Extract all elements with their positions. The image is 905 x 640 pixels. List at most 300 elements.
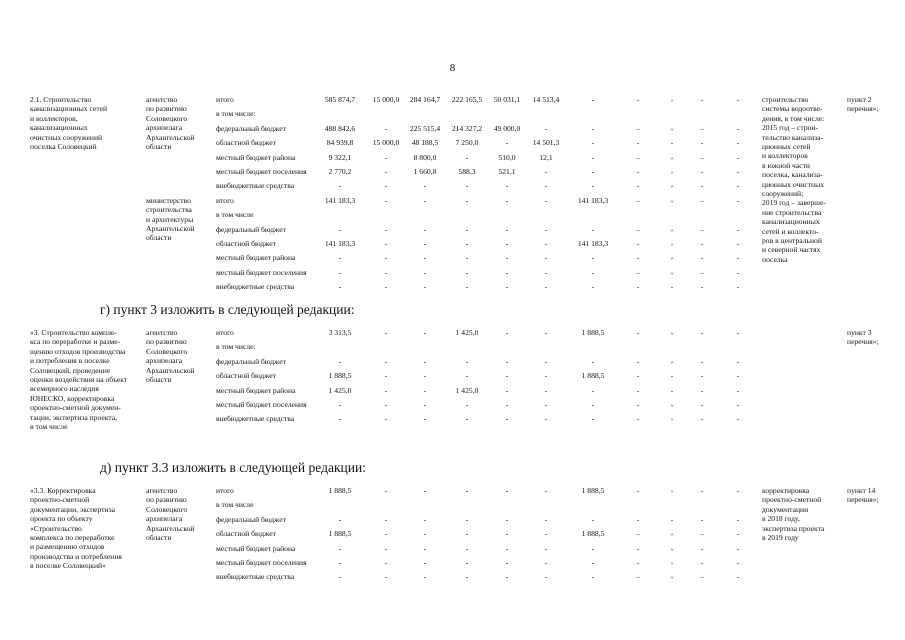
item-name-line: 2.1. Строительство bbox=[30, 95, 92, 104]
budget-value-cell: 588,3 bbox=[458, 167, 476, 176]
budget-value-cell: 3 313,5 bbox=[328, 328, 352, 337]
budget-value-cell: - bbox=[670, 572, 674, 582]
budget-value-cell: - bbox=[670, 328, 674, 337]
budget-value-cell: - bbox=[736, 400, 740, 409]
budget-value-cell: - bbox=[636, 414, 640, 424]
result-note-line: ционных сетей bbox=[762, 142, 811, 151]
budget-value-cell: - bbox=[544, 514, 548, 524]
budget-value-cell: 214 327,2 bbox=[451, 123, 483, 133]
budget-value-cell: - bbox=[736, 123, 740, 133]
budget-value-cell: - bbox=[591, 152, 595, 162]
budget-value-cell: 49 000,0 bbox=[493, 123, 521, 133]
funding-source-label: местный бюджет района bbox=[216, 152, 296, 162]
funding-source-label: местный бюджет поселения bbox=[216, 558, 307, 567]
budget-value-cell: - bbox=[636, 195, 640, 205]
item-name-line: документации, экспертиза bbox=[30, 504, 115, 514]
budget-value-cell: - bbox=[423, 328, 427, 337]
budget-value-cell: 2 770,2 bbox=[328, 167, 352, 176]
budget-value-cell: - bbox=[423, 356, 427, 366]
budget-value-cell: - bbox=[636, 356, 640, 366]
executor-line: области bbox=[146, 233, 172, 243]
section-heading: д) пункт 3.3 изложить в следующей редакции: bbox=[100, 460, 366, 475]
budget-value-cell: - bbox=[384, 267, 388, 277]
budget-value-cell: - bbox=[736, 385, 740, 395]
budget-value-cell: - bbox=[700, 558, 704, 567]
budget-value-cell: - bbox=[591, 224, 595, 234]
budget-value-cell: 1 660,8 bbox=[413, 167, 437, 176]
result-note-line: 2015 год – строи- bbox=[762, 123, 819, 133]
funding-source-label: внебюджетные средства bbox=[216, 282, 295, 292]
budget-value-cell: - bbox=[636, 239, 640, 248]
budget-value-cell: - bbox=[505, 224, 509, 234]
item-name-line: кса по переработке и разме- bbox=[30, 337, 121, 347]
budget-value-cell: - bbox=[505, 195, 509, 205]
budget-value-cell: - bbox=[700, 239, 704, 248]
budget-value-cell: 141 183,3 bbox=[577, 239, 609, 248]
result-note-line: 2019 год – заверше- bbox=[762, 198, 826, 208]
budget-value-cell: - bbox=[338, 253, 342, 263]
budget-value-cell: - bbox=[544, 253, 548, 263]
budget-value-cell: - bbox=[544, 572, 548, 582]
budget-value-cell: - bbox=[636, 95, 640, 104]
budget-value-cell: - bbox=[636, 138, 640, 148]
budget-value-cell: - bbox=[505, 239, 509, 248]
executor-line: области bbox=[146, 375, 172, 384]
budget-value-cell: - bbox=[636, 543, 640, 553]
budget-value-cell: - bbox=[544, 239, 548, 248]
budget-value-cell: 521,1 bbox=[498, 167, 516, 176]
budget-value-cell: - bbox=[636, 123, 640, 133]
executor-line: строительства bbox=[146, 205, 192, 215]
funding-source-label: областной бюджет bbox=[216, 371, 276, 381]
budget-value-cell: - bbox=[465, 181, 469, 191]
budget-value-cell: - bbox=[670, 356, 674, 366]
budget-value-cell: - bbox=[384, 385, 388, 395]
budget-value-cell: - bbox=[700, 543, 704, 553]
budget-value-cell: 1 888,5 bbox=[328, 529, 352, 539]
item-name-line: тации, экспертиза проекта, bbox=[30, 412, 118, 422]
budget-value-cell: - bbox=[465, 267, 469, 277]
funding-source-label: итого bbox=[216, 95, 234, 104]
budget-value-cell: - bbox=[636, 152, 640, 162]
item-name-line: канализационных сетей bbox=[30, 104, 108, 114]
budget-value-cell: - bbox=[700, 400, 704, 409]
budget-value-cell: - bbox=[700, 371, 704, 381]
item-name-line: оценки воздействия на объект bbox=[30, 375, 128, 384]
item-name-line: Соловецкий, проведение bbox=[30, 365, 111, 375]
result-note-line: поселка bbox=[762, 254, 788, 264]
budget-value-cell: 7 250,0 bbox=[455, 138, 479, 148]
budget-value-cell: - bbox=[384, 224, 388, 234]
budget-value-cell: 14 513,4 bbox=[532, 95, 560, 104]
budget-value-cell: 585 874,7 bbox=[324, 95, 356, 104]
budget-value-cell: 1 888,5 bbox=[581, 529, 605, 539]
budget-value-cell: - bbox=[700, 514, 704, 524]
budget-value-cell: - bbox=[636, 514, 640, 524]
budget-value-cell: - bbox=[736, 152, 740, 162]
executor-line: области bbox=[146, 142, 172, 151]
executor-line: по развитию bbox=[146, 337, 187, 347]
budget-value-cell: - bbox=[670, 385, 674, 395]
budget-value-cell: - bbox=[505, 356, 509, 366]
funding-source-label: итого bbox=[216, 486, 234, 495]
budget-value-cell: - bbox=[423, 239, 427, 248]
budget-value-cell: 1 888,5 bbox=[581, 486, 605, 495]
budget-value-cell: - bbox=[338, 224, 342, 234]
funding-source-label: федеральный бюджет bbox=[216, 514, 286, 524]
budget-value-cell: - bbox=[423, 385, 427, 395]
budget-value-cell: - bbox=[505, 400, 509, 409]
budget-value-cell: - bbox=[670, 514, 674, 524]
executor-line: по развитию bbox=[146, 495, 187, 505]
budget-value-cell: - bbox=[700, 152, 704, 162]
budget-value-cell: - bbox=[544, 414, 548, 424]
budget-value-cell: - bbox=[465, 486, 469, 495]
budget-value-cell: - bbox=[670, 371, 674, 381]
budget-value-cell: - bbox=[670, 224, 674, 234]
budget-value-cell: - bbox=[423, 253, 427, 263]
budget-value-cell: - bbox=[544, 385, 548, 395]
budget-value-cell: - bbox=[736, 195, 740, 205]
budget-value-cell: - bbox=[338, 414, 342, 424]
budget-value-cell: - bbox=[423, 282, 427, 292]
reference-line: пункт 14 bbox=[847, 486, 876, 495]
result-note-line: документации bbox=[762, 504, 809, 514]
budget-value-cell: 84 939,8 bbox=[326, 138, 354, 148]
funding-source-label: в том числе: bbox=[216, 342, 256, 352]
budget-value-cell: - bbox=[700, 167, 704, 176]
budget-value-cell: - bbox=[591, 253, 595, 263]
budget-value-cell: - bbox=[736, 253, 740, 263]
budget-value-cell: - bbox=[670, 400, 674, 409]
budget-value-cell: - bbox=[384, 195, 388, 205]
budget-value-cell: - bbox=[700, 138, 704, 148]
budget-value-cell: - bbox=[700, 181, 704, 191]
budget-value-cell: 1 425,0 bbox=[455, 385, 479, 395]
budget-value-cell: - bbox=[338, 356, 342, 366]
executor-line: Архангельской bbox=[146, 224, 195, 233]
budget-value-cell: - bbox=[505, 385, 509, 395]
budget-value-cell: 225 515,4 bbox=[409, 123, 441, 133]
budget-value-cell: - bbox=[591, 138, 595, 148]
budget-value-cell: - bbox=[636, 529, 640, 539]
budget-value-cell: - bbox=[505, 253, 509, 263]
funding-source-label: областной бюджет bbox=[216, 138, 276, 148]
budget-value-cell: - bbox=[423, 224, 427, 234]
budget-value-cell: - bbox=[591, 572, 595, 582]
item-name-line: и размещению отходов bbox=[30, 542, 105, 552]
budget-value-cell: - bbox=[591, 356, 595, 366]
result-note-line: ционных очистных bbox=[762, 179, 824, 189]
executor-line: Соловецкого bbox=[146, 346, 188, 356]
funding-source-label: внебюджетные средства bbox=[216, 414, 295, 424]
executor-line: министерство bbox=[146, 195, 191, 205]
item-name-line: и потребления в поселке bbox=[30, 356, 110, 366]
reference-line: перечня»; bbox=[847, 337, 879, 347]
reference-line: пункт 3 bbox=[847, 328, 872, 337]
budget-value-cell: - bbox=[465, 572, 469, 582]
budget-value-cell: - bbox=[700, 414, 704, 424]
result-note-line: проектно-сметной bbox=[762, 495, 822, 505]
funding-source-label: федеральный бюджет bbox=[216, 356, 286, 366]
item-name-line: в поселке Соловецкий» bbox=[30, 561, 106, 571]
budget-value-cell: - bbox=[636, 253, 640, 263]
item-name-line: ЮНЕСКО, корректировка bbox=[30, 393, 115, 403]
budget-value-cell: - bbox=[384, 152, 388, 162]
budget-value-cell: - bbox=[670, 529, 674, 539]
budget-value-cell: 141 183,3 bbox=[324, 239, 356, 248]
budget-value-cell: - bbox=[384, 167, 388, 176]
budget-value-cell: - bbox=[636, 400, 640, 409]
budget-value-cell: 15 000,0 bbox=[372, 138, 400, 148]
budget-value-cell: - bbox=[544, 400, 548, 409]
funding-source-label: местный бюджет поселения bbox=[216, 267, 307, 277]
budget-value-cell: - bbox=[384, 123, 388, 133]
budget-value-cell: - bbox=[505, 371, 509, 381]
budget-value-cell: - bbox=[423, 181, 427, 191]
budget-value-cell: - bbox=[670, 558, 674, 567]
result-note-line: в 2018 году, bbox=[762, 514, 800, 524]
budget-value-cell: - bbox=[736, 267, 740, 277]
budget-value-cell: - bbox=[636, 385, 640, 395]
funding-source-label: федеральный бюджет bbox=[216, 224, 286, 234]
budget-value-cell: - bbox=[384, 239, 388, 248]
budget-value-cell: - bbox=[591, 267, 595, 277]
budget-value-cell: - bbox=[736, 95, 740, 104]
budget-value-cell: - bbox=[670, 195, 674, 205]
budget-value-cell: 1 888,5 bbox=[328, 486, 352, 495]
budget-value-cell: - bbox=[384, 328, 388, 337]
budget-value-cell: - bbox=[423, 529, 427, 539]
result-note-line: строительство bbox=[762, 95, 809, 104]
budget-value-cell: - bbox=[423, 267, 427, 277]
budget-value-cell: - bbox=[423, 195, 427, 205]
item-name-line: «3. Строительство компле- bbox=[30, 328, 117, 337]
budget-value-cell: - bbox=[700, 328, 704, 337]
budget-value-cell: - bbox=[670, 152, 674, 162]
executor-line: агентство bbox=[146, 95, 178, 104]
budget-value-cell: - bbox=[384, 282, 388, 292]
result-note-line: сооружений; bbox=[762, 189, 804, 198]
budget-value-cell: - bbox=[670, 543, 674, 553]
funding-source-label: внебюджетные средства bbox=[216, 572, 295, 582]
budget-value-cell: - bbox=[544, 328, 548, 337]
budget-value-cell: - bbox=[505, 328, 509, 337]
budget-value-cell: 1 888,5 bbox=[581, 371, 605, 381]
budget-value-cell: - bbox=[465, 371, 469, 381]
budget-value-cell: - bbox=[700, 95, 704, 104]
budget-value-cell: - bbox=[338, 514, 342, 524]
funding-source-label: в том числе bbox=[216, 210, 254, 220]
budget-value-cell: 141 183,3 bbox=[577, 195, 609, 205]
executor-line: и архитектуры bbox=[146, 214, 194, 224]
budget-value-cell: 14 501,3 bbox=[532, 138, 560, 148]
budget-value-cell: - bbox=[505, 529, 509, 539]
funding-source-label: итого bbox=[216, 195, 234, 205]
funding-source-label: в том числе: bbox=[216, 109, 256, 119]
budget-value-cell: - bbox=[465, 253, 469, 263]
result-note-line: ние строительства bbox=[762, 207, 822, 217]
budget-value-cell: - bbox=[636, 572, 640, 582]
budget-value-cell: - bbox=[338, 400, 342, 409]
budget-value-cell: - bbox=[636, 181, 640, 191]
result-note-line: корректировка bbox=[762, 486, 810, 495]
budget-value-cell: - bbox=[465, 356, 469, 366]
budget-value-cell: - bbox=[591, 123, 595, 133]
budget-value-cell: 222 165,5 bbox=[451, 95, 483, 104]
budget-value-cell: - bbox=[591, 167, 595, 176]
budget-value-cell: - bbox=[670, 253, 674, 263]
budget-value-cell: 12,1 bbox=[539, 152, 553, 162]
budget-value-cell: - bbox=[505, 267, 509, 277]
budget-value-cell: - bbox=[736, 138, 740, 148]
funding-source-label: местный бюджет поселения bbox=[216, 167, 307, 176]
budget-value-cell: - bbox=[465, 414, 469, 424]
funding-source-label: областной бюджет bbox=[216, 239, 276, 248]
item-name-line: проектно-сметной докумен- bbox=[30, 403, 121, 413]
funding-source-label: местный бюджет района bbox=[216, 385, 296, 395]
budget-value-cell: - bbox=[700, 282, 704, 292]
budget-value-cell: 1 425,0 bbox=[455, 328, 479, 337]
budget-value-cell: - bbox=[670, 181, 674, 191]
budget-value-cell: - bbox=[736, 558, 740, 567]
budget-value-cell: - bbox=[544, 167, 548, 176]
budget-value-cell: - bbox=[505, 414, 509, 424]
executor-line: архипелага bbox=[146, 356, 183, 366]
budget-value-cell: - bbox=[700, 356, 704, 366]
budget-value-cell: - bbox=[636, 224, 640, 234]
budget-value-cell: - bbox=[384, 356, 388, 366]
budget-value-cell: - bbox=[544, 181, 548, 191]
executor-line: Архангельской bbox=[146, 365, 195, 375]
budget-value-cell: - bbox=[384, 181, 388, 191]
budget-value-cell: - bbox=[544, 529, 548, 539]
budget-value-cell: - bbox=[591, 95, 595, 104]
reference-line: перечня»; bbox=[847, 495, 879, 505]
budget-value-cell: 48 188,5 bbox=[411, 138, 439, 148]
budget-value-cell: - bbox=[670, 414, 674, 424]
budget-value-cell: - bbox=[670, 267, 674, 277]
result-note-line: экспертиза проекта bbox=[762, 523, 825, 533]
funding-source-label: местный бюджет района bbox=[216, 543, 296, 553]
budget-value-cell: - bbox=[423, 414, 427, 424]
budget-value-cell: - bbox=[465, 543, 469, 553]
budget-value-cell: - bbox=[670, 167, 674, 176]
budget-value-cell: - bbox=[384, 486, 388, 495]
budget-value-cell: - bbox=[736, 514, 740, 524]
budget-value-cell: - bbox=[591, 543, 595, 553]
budget-value-cell: - bbox=[384, 371, 388, 381]
budget-value-cell: - bbox=[505, 282, 509, 292]
budget-value-cell: - bbox=[465, 529, 469, 539]
budget-value-cell: - bbox=[338, 558, 342, 567]
result-note-line: в южной части bbox=[762, 160, 810, 170]
executor-line: Соловецкого bbox=[146, 504, 188, 514]
item-name-line: проекта по объекту bbox=[30, 514, 93, 524]
reference-line: пункт 2 bbox=[847, 95, 872, 104]
budget-value-cell: - bbox=[338, 267, 342, 277]
budget-value-cell: - bbox=[591, 414, 595, 424]
item-name-line: в том числе bbox=[30, 422, 68, 431]
budget-value-cell: - bbox=[670, 239, 674, 248]
budget-value-cell: - bbox=[423, 572, 427, 582]
result-note-line: и северной частях bbox=[762, 245, 821, 255]
budget-value-cell: - bbox=[465, 514, 469, 524]
budget-value-cell: 15 000,0 bbox=[372, 95, 400, 104]
budget-value-cell: - bbox=[544, 224, 548, 234]
executor-line: области bbox=[146, 533, 172, 542]
budget-value-cell: - bbox=[544, 282, 548, 292]
budget-value-cell: - bbox=[544, 558, 548, 567]
item-name-line: производства и потребления bbox=[30, 551, 122, 561]
budget-value-cell: - bbox=[544, 486, 548, 495]
budget-value-cell: - bbox=[465, 239, 469, 248]
budget-value-cell: - bbox=[465, 152, 469, 162]
budget-value-cell: - bbox=[736, 572, 740, 582]
funding-source-label: местный бюджет района bbox=[216, 253, 296, 263]
item-name-line: щению отходов производства bbox=[30, 346, 126, 356]
executor-line: агентство bbox=[146, 486, 178, 495]
executor-line: Архангельской bbox=[146, 132, 195, 142]
result-note-line: и коллекторов bbox=[762, 151, 808, 161]
item-name-line: проектно-сметной bbox=[30, 495, 90, 505]
budget-value-cell: - bbox=[505, 572, 509, 582]
budget-value-cell: - bbox=[700, 572, 704, 582]
section-heading: г) пункт 3 изложить в следующей редакции: bbox=[100, 302, 355, 317]
budget-value-cell: - bbox=[591, 385, 595, 395]
budget-value-cell: - bbox=[544, 123, 548, 133]
budget-value-cell: - bbox=[423, 514, 427, 524]
budget-value-cell: - bbox=[700, 253, 704, 263]
budget-value-cell: 488 842,6 bbox=[324, 123, 356, 133]
budget-value-cell: 284 164,7 bbox=[409, 95, 441, 104]
budget-value-cell: - bbox=[736, 328, 740, 337]
funding-source-label: местный бюджет поселения bbox=[216, 400, 307, 409]
budget-value-cell: - bbox=[736, 356, 740, 366]
budget-value-cell: - bbox=[384, 572, 388, 582]
budget-value-cell: - bbox=[636, 167, 640, 176]
result-note-line: канализационных bbox=[762, 217, 820, 227]
budget-value-cell: - bbox=[505, 543, 509, 553]
budget-value-cell: - bbox=[736, 224, 740, 234]
budget-value-cell: 1 425,0 bbox=[328, 385, 352, 395]
budget-value-cell: - bbox=[591, 514, 595, 524]
item-name-line: «Строительство bbox=[30, 523, 82, 533]
budget-value-cell: - bbox=[544, 195, 548, 205]
budget-value-cell: - bbox=[700, 486, 704, 495]
budget-value-cell: - bbox=[700, 224, 704, 234]
budget-value-cell: 1 888,5 bbox=[328, 371, 352, 381]
budget-value-cell: - bbox=[338, 572, 342, 582]
budget-value-cell: - bbox=[465, 224, 469, 234]
budget-value-cell: - bbox=[423, 400, 427, 409]
budget-value-cell: - bbox=[736, 239, 740, 248]
budget-value-cell: - bbox=[465, 282, 469, 292]
funding-source-label: внебюджетные средства bbox=[216, 181, 295, 191]
executor-line: архипелага bbox=[146, 514, 183, 524]
item-name-line: «3.3. Корректировка bbox=[30, 486, 96, 495]
budget-value-cell: - bbox=[423, 558, 427, 567]
budget-value-cell: - bbox=[505, 514, 509, 524]
budget-value-cell: - bbox=[384, 400, 388, 409]
funding-source-label: в том числе bbox=[216, 500, 254, 510]
item-name-line: канализационных bbox=[30, 123, 88, 133]
budget-value-cell: - bbox=[736, 371, 740, 381]
budget-value-cell: - bbox=[384, 514, 388, 524]
budget-value-cell: - bbox=[465, 195, 469, 205]
budget-value-cell: - bbox=[423, 543, 427, 553]
result-note-line: системы водоотве- bbox=[762, 104, 823, 114]
